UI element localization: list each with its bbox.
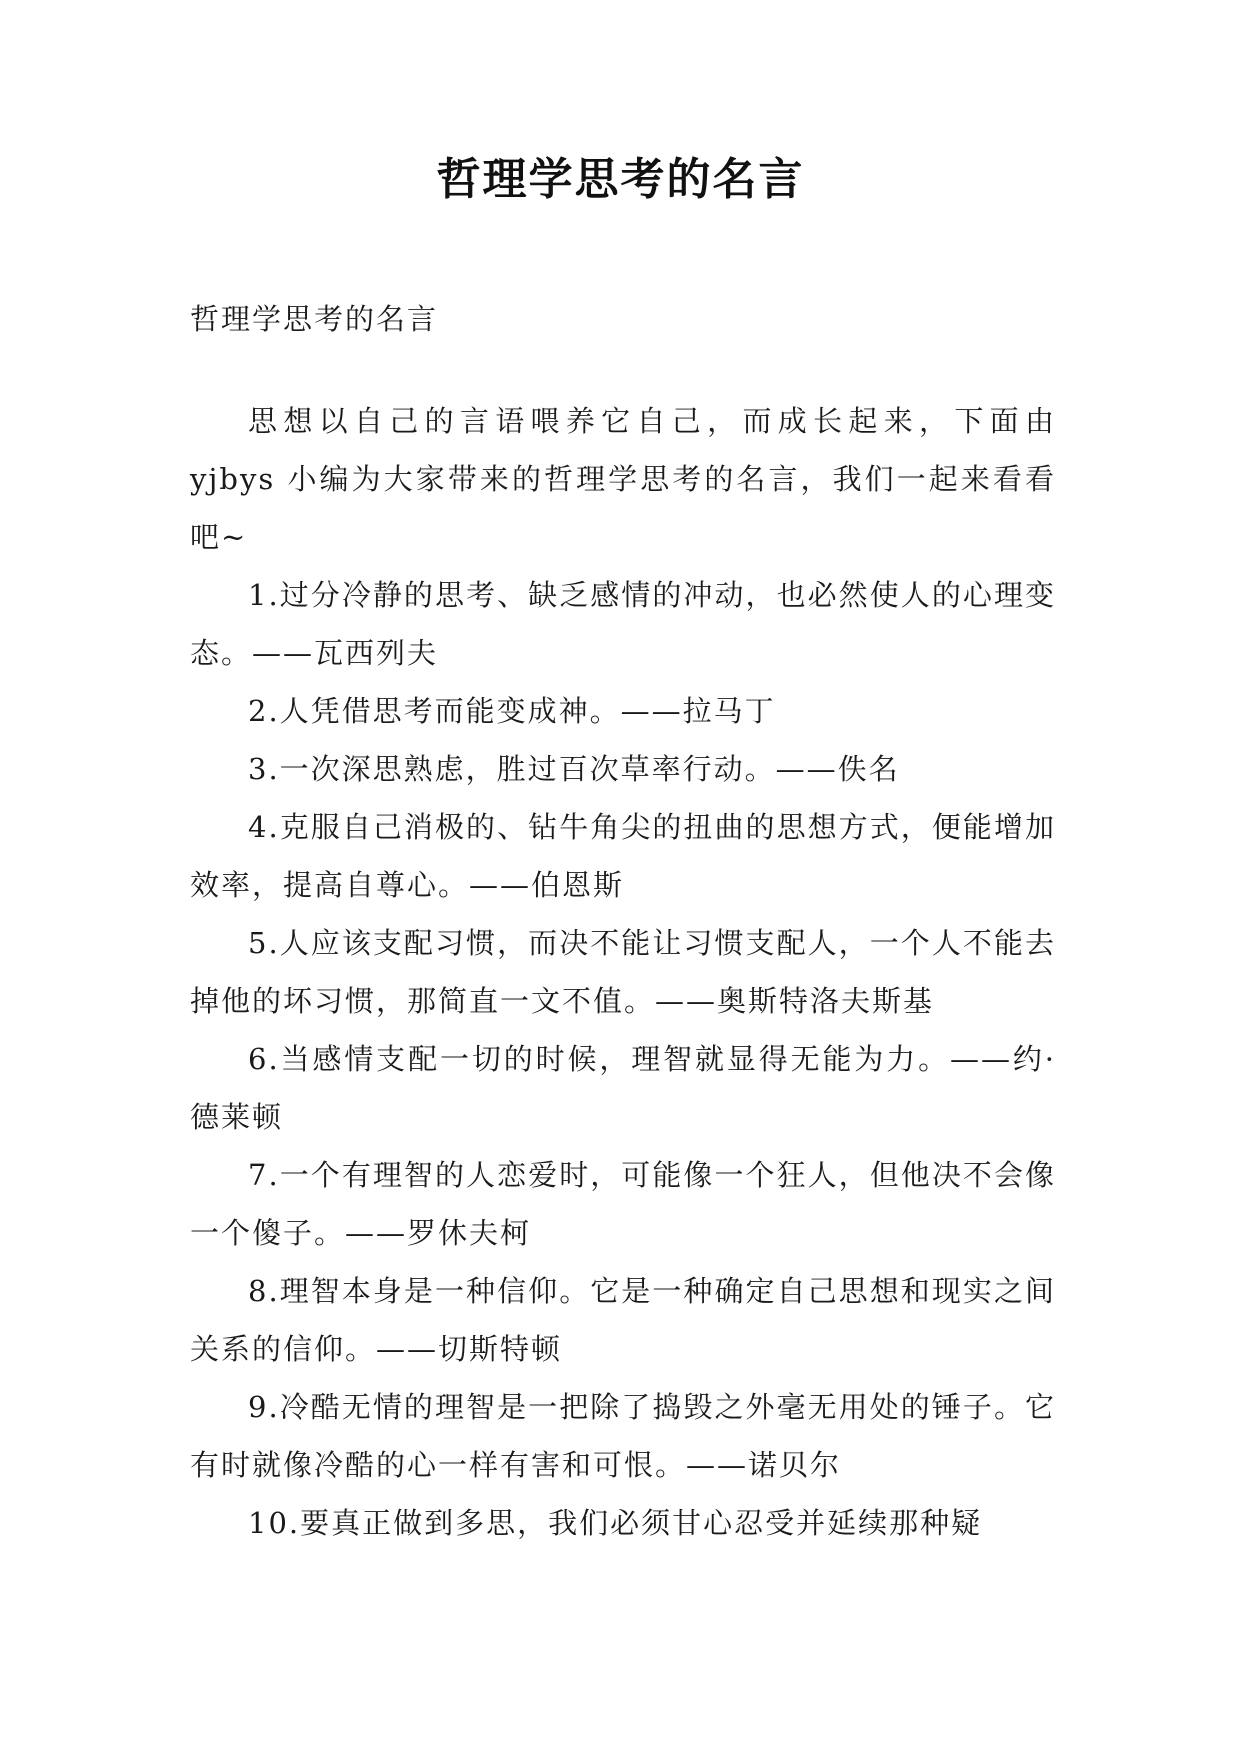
quote-paragraph: 7.一个有理智的人恋爱时，可能像一个狂人，但他决不会像一个傻子。——罗休夫柯 (190, 1158, 1056, 1250)
quote-paragraph: 9.冷酷无情的理智是一把除了捣毁之外毫无用处的锤子。它有时就像冷酷的心一样有害和可恨。——诺贝尔 (190, 1390, 1056, 1482)
quote-paragraph: 5.人应该支配习惯，而决不能让习惯支配人，一个人不能去掉他的坏习惯，那简直一文不值。——奥斯特洛夫斯基 (190, 926, 1056, 1018)
quote-paragraph: 6.当感情支配一切的时候，理智就显得无能为力。——约·德莱顿 (190, 1042, 1056, 1134)
quote-paragraph: 2.人凭借思考而能变成神。——拉马丁 (248, 694, 776, 728)
intro-paragraph: 思想以自己的言语喂养它自己，而成长起来，下面由 yjbys 小编为大家带来的哲理学思考的名言，我们一起来看看吧~ (190, 404, 1056, 554)
quote-paragraph: 3.一次深思熟虑，胜过百次草率行动。——佚名 (248, 752, 900, 786)
quote-paragraph: 10.要真正做到多思，我们必须甘心忍受并延续那种疑 (248, 1506, 983, 1540)
document-body (190, 290, 1056, 1552)
document-title: 哲理学思考的名言 (436, 154, 805, 205)
quote-paragraph: 4.克服自己消极的、钻牛角尖的扭曲的思想方式，便能增加效率，提高自尊心。——伯恩斯 (190, 810, 1056, 902)
quote-paragraph: 1.过分冷静的思考、缺乏感情的冲动，也必然使人的心理变态。——瓦西列夫 (190, 578, 1056, 670)
subheading: 哲理学思考的名言 (190, 302, 439, 336)
quote-paragraph: 8.理智本身是一种信仰。它是一种确定自己思想和现实之间关系的信仰。——切斯特顿 (190, 1274, 1056, 1366)
